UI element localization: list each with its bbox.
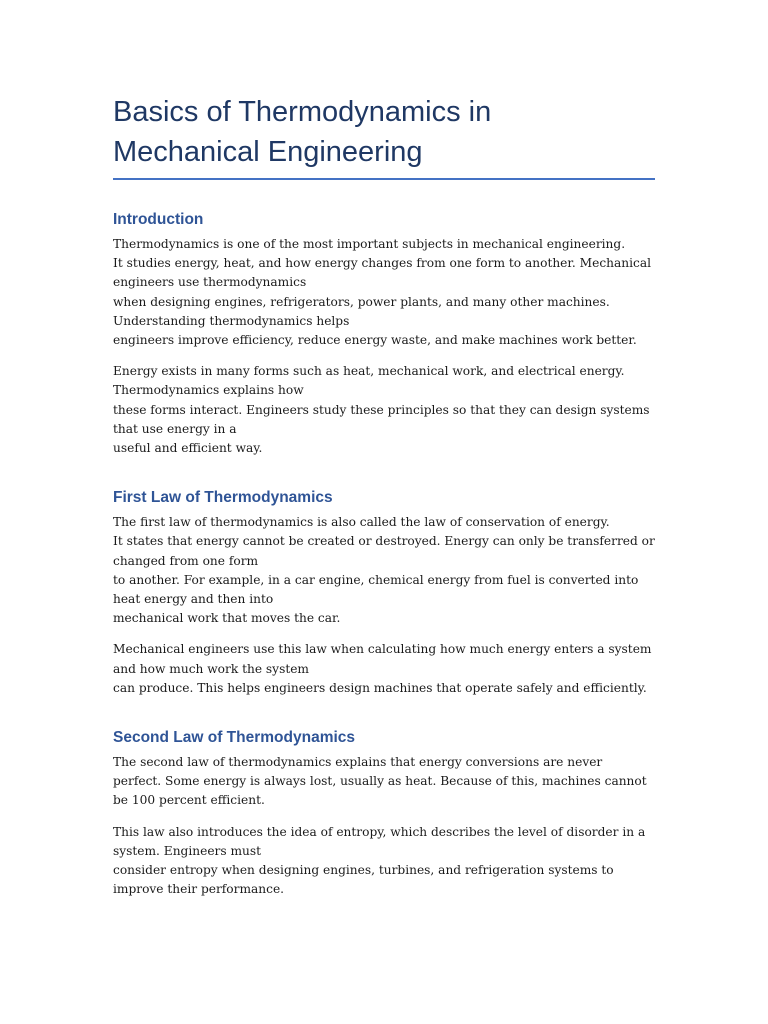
section-first-law <box>113 488 655 698</box>
paragraph <box>113 640 655 698</box>
section-heading: First Law of Thermodynamics <box>113 489 333 507</box>
paragraph <box>113 235 655 350</box>
paragraph-line: consider entropy when designing engines, turbines, and refrigeration systems to improve their performance. <box>113 863 614 897</box>
paragraph <box>113 362 655 458</box>
title-line-1: Basics of Thermodynamics in <box>113 96 492 128</box>
paragraph-line: these forms interact. Engineers study these principles so that they can design systems that use energy in a <box>113 402 650 436</box>
paragraph <box>113 513 655 628</box>
paragraph-line: useful and efficient way. <box>113 441 263 456</box>
paragraph-line: The second law of thermodynamics explains that energy conversions are never <box>113 755 603 770</box>
paragraph-line: Mechanical engineers use this law when calculating how much energy enters a system and how much work the system <box>113 642 652 676</box>
paragraph-line: Thermodynamics is one of the most important subjects in mechanical engineering. <box>113 237 626 251</box>
paragraph-line: This law also introduces the idea of entropy, which describes the level of disorder in a system. Engineers must <box>113 824 646 858</box>
paragraph-line: perfect. Some energy is always lost, usually as heat. Because of this, machines cannot be 100 percent efficient. <box>113 774 647 808</box>
paragraph <box>113 823 655 900</box>
paragraph-line: Energy exists in many forms such as heat, mechanical work, and electrical energy. Thermodynamics explains how <box>113 364 625 398</box>
title-underline-rule <box>113 178 655 180</box>
section-second-law <box>113 728 655 899</box>
paragraph-line: to another. For example, in a car engine, chemical energy from fuel is converted into heat energy and then into <box>113 572 639 607</box>
section-introduction <box>113 210 655 458</box>
section-heading: Introduction <box>113 211 204 228</box>
document-title <box>113 92 655 178</box>
paragraph-line: when designing engines, refrigerators, power plants, and many other machines. Understanding thermodynamics helps <box>113 294 610 328</box>
paragraph-line: The first law of thermodynamics is also called the law of conservation of energy. <box>113 515 610 530</box>
paragraph-line: mechanical work that moves the car. <box>113 611 341 626</box>
paragraph <box>113 753 655 811</box>
paragraph-line: engineers improve efficiency, reduce energy waste, and make machines work better. <box>113 333 637 348</box>
title-line-2: Mechanical Engineering <box>113 136 423 168</box>
paragraph-line: can produce. This helps engineers design machines that operate safely and efficiently. <box>113 680 647 695</box>
section-heading: Second Law of Thermodynamics <box>113 729 356 747</box>
document-page <box>113 92 655 911</box>
paragraph-line: It states that energy cannot be created or destroyed. Energy can only be transferred or changed from one form <box>113 534 655 568</box>
paragraph-line: It studies energy, heat, and how energy changes from one form to another. Mechanical engineers use thermodynamics <box>113 256 652 290</box>
